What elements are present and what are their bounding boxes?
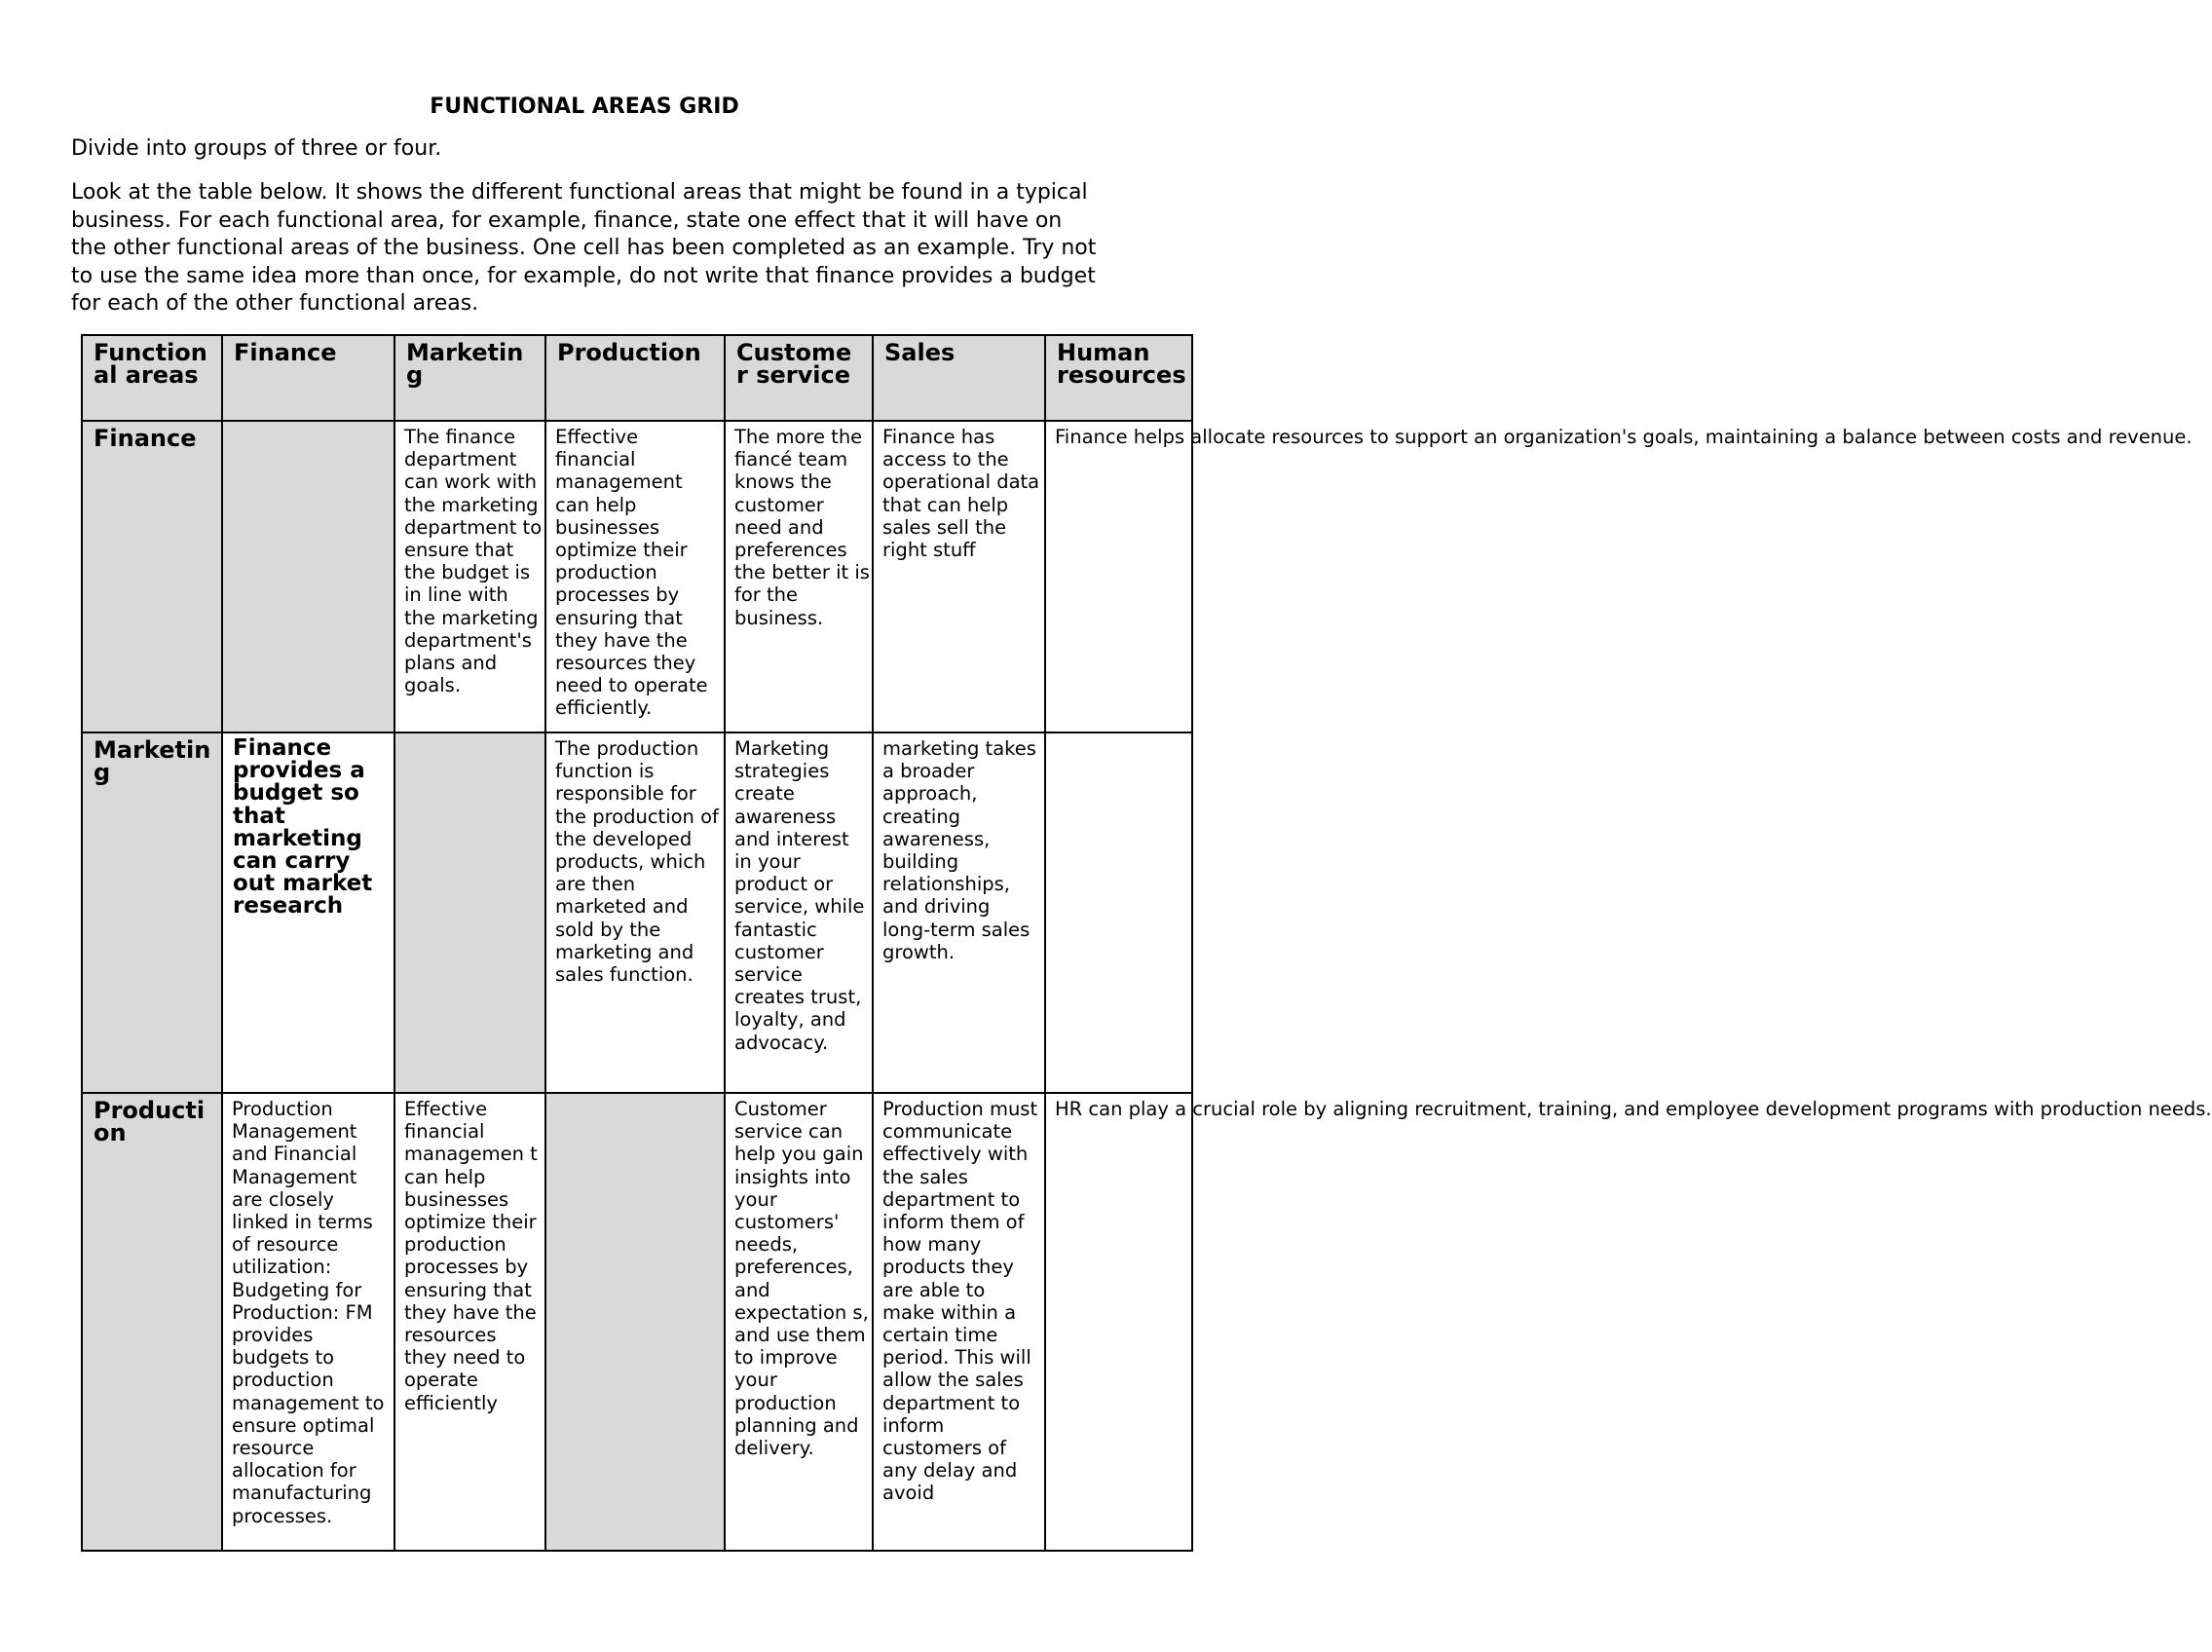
table-row	[82, 1093, 1192, 1551]
table-cell: The finance department can work with the marketing department to ensure that the budget is in line with the marketing department's plans and goals.	[394, 421, 545, 732]
header-row	[82, 335, 1192, 421]
header-production: Production	[545, 335, 725, 421]
table-row	[82, 421, 1192, 732]
table-cell: Effective financial managemen t can help businesses optimize their production processes by ensuring that they have the resources they need to operate efficiently	[394, 1093, 545, 1551]
row-label-finance: Finance	[82, 421, 222, 732]
example-cell: Finance provides a budget so that marketing can carry out market research	[222, 732, 394, 1093]
table-row	[82, 732, 1192, 1093]
header-finance: Finance	[222, 335, 394, 421]
header-marketing: Marketin g	[394, 335, 545, 421]
header-sales: Sales	[873, 335, 1045, 421]
header-functional-areas: Function al areas	[82, 335, 222, 421]
functional-areas-table	[81, 334, 2212, 1552]
table-cell: Finance helps allocate resources to support an organization's goals, maintaining a balance between costs and revenue.	[1045, 421, 1192, 732]
instruction-table: Look at the table below. It shows the different functional areas that might be found in a typical business. For each functional area, for example, finance, state one effect that it will have on the other functional areas of the business. One cell has been completed as an example. Try not to use the same idea more than once, for example, do not write that finance provides a budget for each of the other functional areas.	[71, 180, 1097, 316]
header-customer-service: Custome r service	[725, 335, 873, 421]
table-cell: The production function is responsible for the production of the developed products, which are then marketed and sold by the marketing and sales function.	[545, 732, 725, 1093]
table-cell	[394, 732, 545, 1093]
table-cell: Customer service can help you gain insights into your customers' needs, preferences, and expectation s, and use them to improve your production planning and delivery.	[725, 1093, 873, 1551]
table-cell: HR can play a crucial role by aligning recruitment, training, and employee development programs with production needs.	[1045, 1093, 1192, 1551]
header-human-resources: Human resources	[1045, 335, 1192, 421]
page-title: FUNCTIONAL AREAS GRID	[430, 94, 739, 119]
row-label-marketing: Marketin g	[82, 732, 222, 1093]
table-cell: Production must communicate effectively with the sales department to inform them of how many products they are able to make within a certain time period. This will allow the sales department to inform customers of any delay and avoid	[873, 1093, 1045, 1551]
table-cell: Marketing strategies create awareness and interest in your product or service, while fantastic customer service creates trust, loyalty, and advocacy.	[725, 732, 873, 1093]
table-cell	[545, 1093, 725, 1551]
table-cell	[222, 421, 394, 732]
table-cell: The more the fiancé team knows the customer need and preferences the better it is for the business.	[725, 421, 873, 732]
table-cell: Finance has access to the operational data that can help sales sell the right stuff	[873, 421, 1045, 732]
table-cell: Effective financial management can help businesses optimize their production processes by ensuring that they have the resources they need to operate efficiently.	[545, 421, 725, 732]
table-cell: marketing takes a broader approach, creating awareness, building relationships, and driving long-term sales growth.	[873, 732, 1045, 1093]
table-cell	[1045, 732, 1192, 1093]
row-label-production: Producti on	[82, 1093, 222, 1551]
table-cell: Production Management and Financial Management are closely linked in terms of resource utilization: Budgeting for Production: FM provides budgets to production management to ensure optimal resource allocation for manufacturing processes.	[222, 1093, 394, 1551]
instruction-groups: Divide into groups of three or four.	[71, 136, 442, 161]
